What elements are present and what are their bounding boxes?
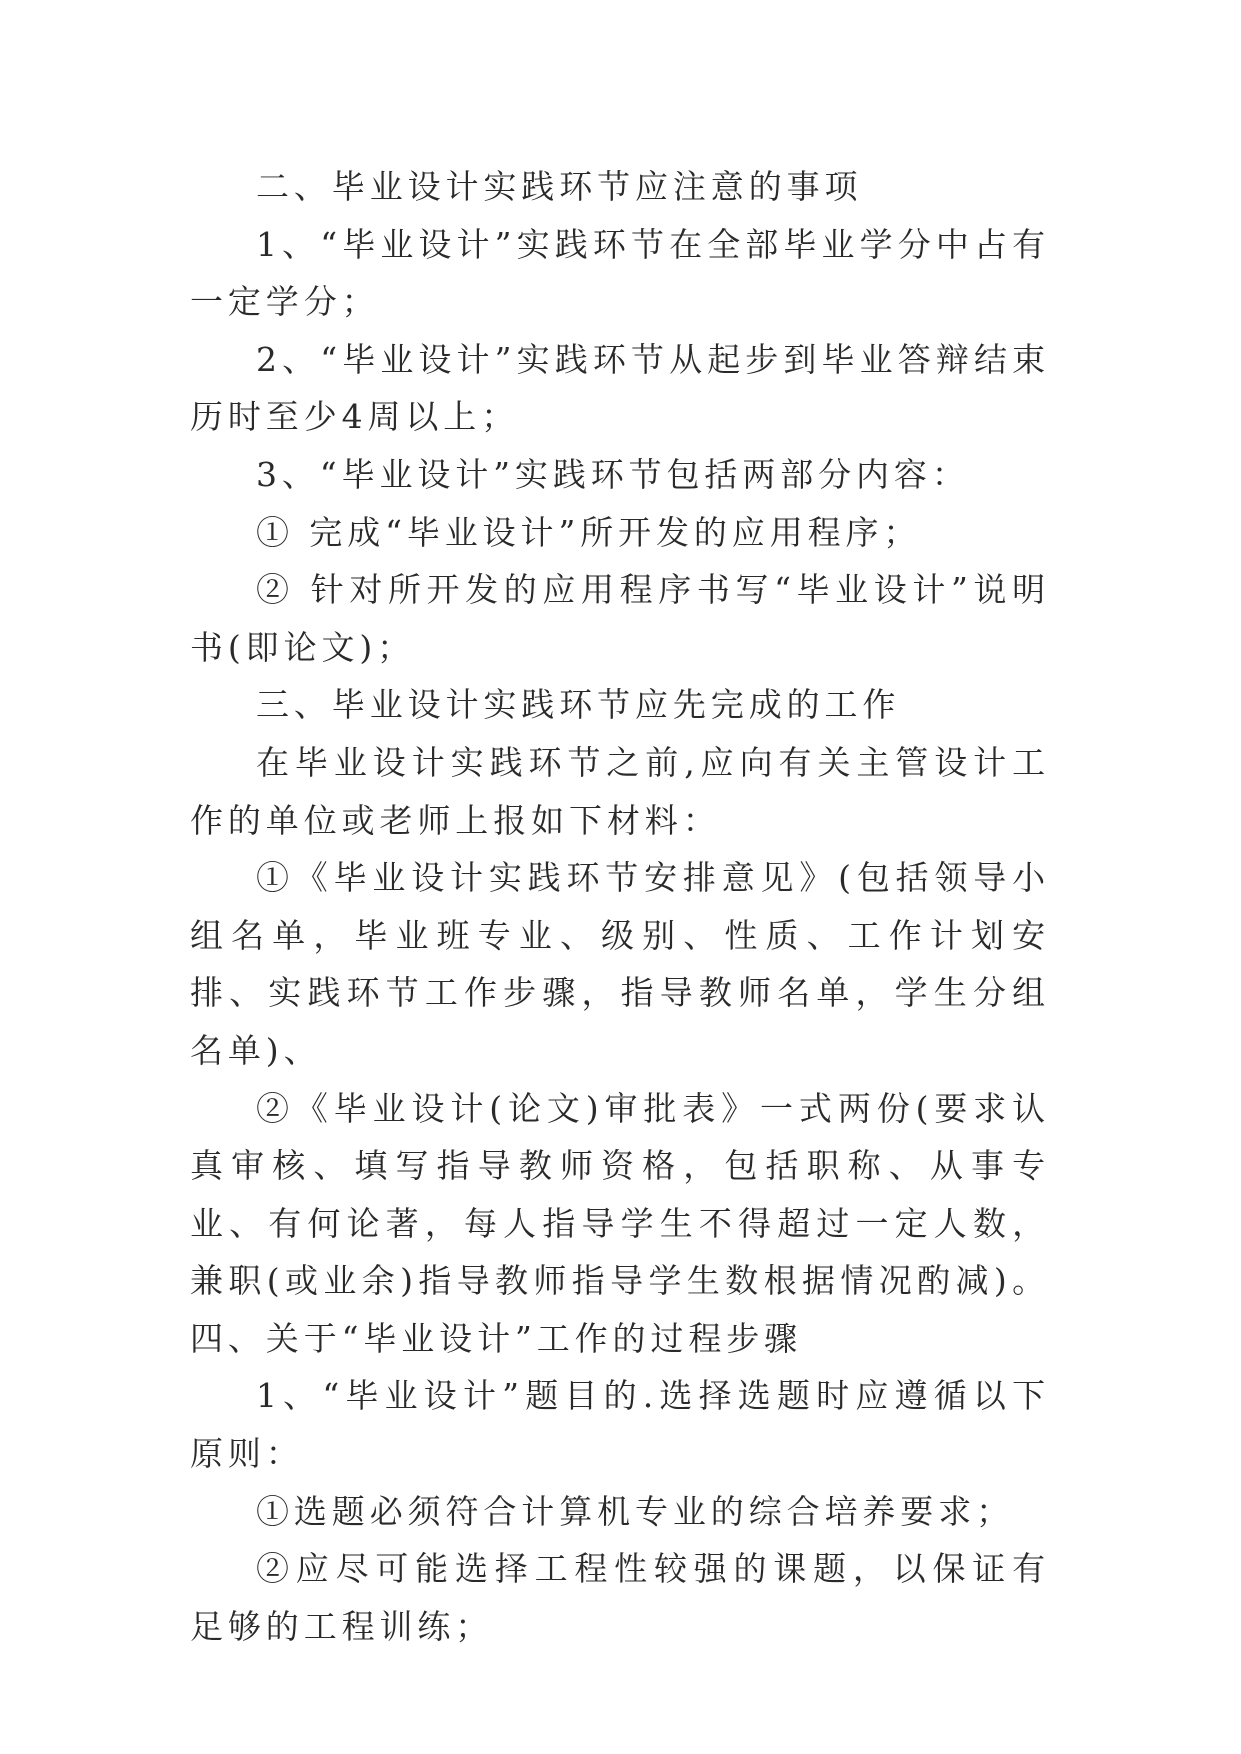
list-item: 1、“毕业设计”题目的.选择选题时应遵循以下原则：	[190, 1376, 1050, 1474]
list-item: ① 完成“毕业设计”所开发的应用程序；	[256, 512, 922, 552]
list-item: ②应尽可能选择工程性较强的课题，以保证有足够的工程训练；	[190, 1549, 1050, 1646]
list-item: 3、“毕业设计”实践环节包括两部分内容：	[256, 454, 970, 494]
section-heading-2: 二、毕业设计实践环节应注意的事项	[256, 167, 863, 206]
list-item: ②《毕业设计(论文)审批表》一式两份(要求认真审核、填写指导教师资格，包括职称、从事专业、有何论著，每人指导学生不得超过一定人数，兼职(或业余)指导教师指导学生数根据情况酌减)。四、关于“毕业设计”工作的过程步骤	[190, 1088, 1050, 1358]
document-body	[190, 158, 1050, 1655]
body-paragraph: 在毕业设计实践环节之前,应向有关主管设计工作的单位或老师上报如下材料：	[190, 742, 1050, 840]
list-item: ② 针对所开发的应用程序书写“毕业设计”说明书(即论文)；	[190, 570, 1050, 667]
section-heading-3: 三、毕业设计实践环节应先完成的工作	[256, 685, 901, 725]
list-item: ①选题必须符合计算机专业的综合培养要求；	[256, 1491, 1014, 1531]
list-item: 1、“毕业设计”实践环节在全部毕业学分中占有一定学分；	[190, 224, 1050, 322]
list-item: ①《毕业设计实践环节安排意见》(包括领导小组名单，毕业班专业、级别、性质、工作计划安排、实践环节工作步骤，指导教师名单，学生分组名单)、	[190, 858, 1050, 1070]
list-item: 2、“毕业设计”实践环节从起步到毕业答辩结束历时至少4周以上；	[190, 339, 1050, 437]
